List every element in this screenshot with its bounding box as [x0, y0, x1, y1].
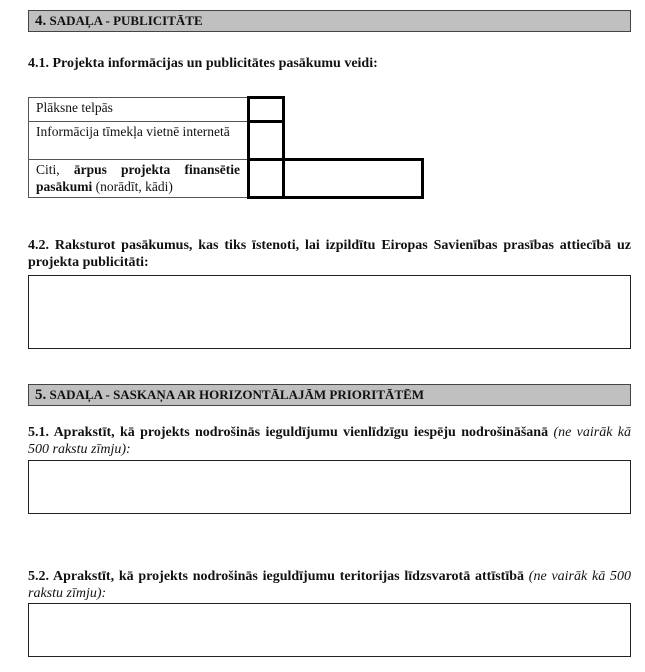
question-5-2-textarea[interactable]: [28, 603, 631, 657]
label-part: (norādīt, kādi): [92, 179, 173, 194]
section-4-header: [28, 10, 631, 32]
question-4-2-textarea[interactable]: [28, 275, 631, 349]
label-part-bold: ārpus projekta finansētie pasākumi: [36, 162, 240, 194]
question-4-2-label: 4.2. Raksturot pasākumus, kas tiks īstenoti, lai izpildītu Eiropas Savienības prasības attiecībā uz projekta publicitāti:: [28, 238, 631, 270]
question-5-2-label: [28, 568, 631, 602]
question-5-1-label: [28, 424, 631, 458]
checkbox-plaque[interactable]: [247, 96, 285, 123]
checkbox-website[interactable]: [247, 120, 285, 161]
row-label-other: [28, 159, 248, 198]
section-number: 4.: [35, 13, 47, 29]
label-note: (ne vairāk kā 500 rakstu zīmju):: [28, 569, 631, 601]
question-5-1-textarea[interactable]: [28, 460, 631, 514]
section-number: 5.: [35, 387, 47, 403]
label-note: (ne vairāk kā 500 rakstu zīmju):: [28, 425, 632, 457]
row-label-website: Informācija tīmekļa vietnē internetā: [28, 121, 248, 160]
section-title: SADAĻA - PUBLICITĀTE: [49, 13, 203, 28]
question-4-1-label: 4.1. Projekta informācijas un publicitātes pasākumu veidi:: [28, 56, 378, 71]
label-text: 5.2. Aprakstīt, kā projekts nodrošinās ieguldījumu teritorijas līdzsvarotā attīstībā: [28, 569, 525, 584]
other-specify-input[interactable]: [282, 158, 424, 199]
checkbox-other[interactable]: [247, 158, 285, 199]
section-title: SADAĻA - SASKAŅA AR HORIZONTĀLAJĀM PRIORITĀTĒM: [49, 387, 425, 402]
label-text: 5.1. Aprakstīt, kā projekts nodrošinās ieguldījumu vienlīdzīgu iespēju nodrošināšanā: [28, 425, 549, 440]
row-label-plaque: Plāksne telpās: [28, 97, 248, 122]
section-5-header: [28, 384, 631, 406]
label-part: Citi,: [36, 162, 74, 177]
